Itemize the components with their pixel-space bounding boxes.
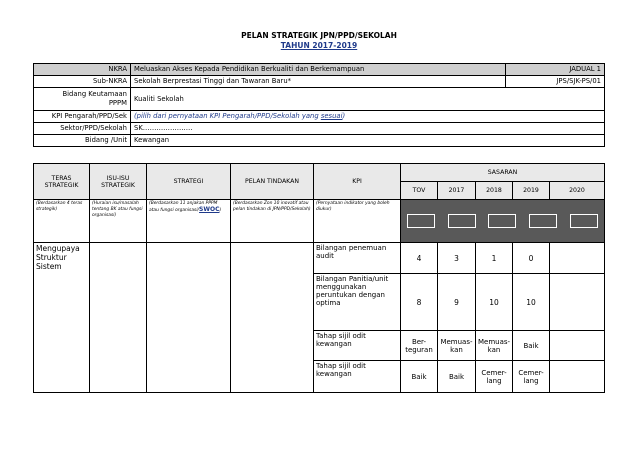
hint-isu: (Huraian isu/masalah tentang BK atau fungsi organisasi) <box>90 200 147 243</box>
nkra-label: NKRA <box>34 64 131 76</box>
form-code: JPS/SJK-PS/01 <box>506 76 605 88</box>
hint-strategi-suffix: ) <box>219 208 222 213</box>
value-2019: 10 <box>513 274 550 331</box>
value-tov: Baik <box>401 361 438 393</box>
year-header-2018: 2018 <box>476 182 513 200</box>
col-header-teras: TERAS STRATEGIK <box>34 164 90 200</box>
hint-strategi-text: (Berdasarkan 11 anjakan PPPM atau fungsi organisasi/ <box>149 201 218 213</box>
year-header-2019: 2019 <box>513 182 550 200</box>
value-2018: Memuas-kan <box>476 331 513 361</box>
sasaran-shaded-area <box>401 200 605 243</box>
bidang-value: Kualiti Sekolah <box>131 88 605 111</box>
kpi-value-prefix: (pilih dari pernyataan KPI Pengarah/PPD/Sekolah yang <box>134 112 321 120</box>
col-header-kpi: KPI <box>314 164 401 200</box>
subnkra-row <box>34 76 605 88</box>
page-title: PELAN STRATEGIK JPN/PPD/SEKOLAH <box>241 31 397 40</box>
sektor-row <box>34 123 605 135</box>
sasaran-box-2017 <box>448 214 476 228</box>
value-2020 <box>550 331 605 361</box>
kpi-cell: Bilangan Panitia/unit menggunakan peruntukan dengan optima <box>314 274 401 331</box>
col-header-strategi: STRATEGI <box>147 164 231 200</box>
bidang-label <box>34 88 131 111</box>
bidang-label-line1: Bidang Keutamaan <box>62 90 127 98</box>
hint-teras: (Berdasarkan 4 teras strategik) <box>34 200 90 243</box>
strategi-cell <box>147 243 231 393</box>
value-2017: 9 <box>438 274 476 331</box>
year-header-tov: TOV <box>401 182 438 200</box>
hint-row <box>34 200 605 243</box>
hint-pelan: (Berdasarkan Zon 10 inovatif atau pelan tindakan di JPN/PPD/Sekolah) <box>231 200 314 243</box>
value-2018: 1 <box>476 243 513 274</box>
pelan-cell <box>231 243 314 393</box>
value-2020 <box>550 243 605 274</box>
kpi-value <box>131 111 605 123</box>
value-2020 <box>550 274 605 331</box>
year-header-2017: 2017 <box>438 182 476 200</box>
bidang-row <box>34 88 605 111</box>
value-2018: Cemer-lang <box>476 361 513 393</box>
header-info-table <box>33 63 605 147</box>
data-row-1 <box>34 243 605 274</box>
value-2017: Baik <box>438 361 476 393</box>
jadual-label: JADUAL 1 <box>506 64 605 76</box>
year-header-2020: 2020 <box>550 182 605 200</box>
sasaran-box-2019 <box>529 214 557 228</box>
swoc-link: SWOC <box>199 206 220 213</box>
bidang-unit-value: Kewangan <box>131 135 605 147</box>
bidang-label-line2: PPPM <box>108 99 127 107</box>
sasaran-input-boxes <box>401 214 604 228</box>
sektor-label: Sektor/PPD/Sekolah <box>34 123 131 135</box>
teras-value: Mengupaya Struktur Sistem <box>34 243 90 393</box>
value-tov: 8 <box>401 274 438 331</box>
kpi-row <box>34 111 605 123</box>
subnkra-value: Sekolah Berprestasi Tinggi dan Tawaran Baru* <box>131 76 506 88</box>
value-tov: Ber-teguran <box>401 331 438 361</box>
kpi-label: KPI Pengarah/PPD/Sek <box>34 111 131 123</box>
sasaran-box-2018 <box>488 214 516 228</box>
value-tov: 4 <box>401 243 438 274</box>
bidang-unit-label: Bidang /Unit <box>34 135 131 147</box>
isu-cell <box>90 243 147 393</box>
page-subtitle: TAHUN 2017-2019 <box>280 41 358 50</box>
nkra-value: Meluaskan Akses Kepada Pendidikan Berkualiti dan Berkemampuan <box>131 64 506 76</box>
sasaran-box-2020 <box>570 214 598 228</box>
header-row-1 <box>34 164 605 182</box>
value-2019: Cemer-lang <box>513 361 550 393</box>
value-2020 <box>550 361 605 393</box>
kpi-value-suffix: ) <box>342 112 346 120</box>
sektor-value: SK…………………. <box>131 123 605 135</box>
kpi-value-link: sesuai <box>320 112 343 120</box>
sasaran-box-tov <box>407 214 435 228</box>
kpi-cell: Tahap sijil odit kewangan <box>314 361 401 393</box>
strategic-plan-table <box>33 163 605 393</box>
bidang-unit-row <box>34 135 605 147</box>
value-2017: Memuas-kan <box>438 331 476 361</box>
subnkra-label: Sub-NKRA <box>34 76 131 88</box>
value-2018: 10 <box>476 274 513 331</box>
col-header-sasaran: SASARAN <box>401 164 605 182</box>
nkra-row <box>34 64 605 76</box>
col-header-pelan: PELAN TINDAKAN <box>231 164 314 200</box>
value-2019: 0 <box>513 243 550 274</box>
hint-kpi: (Pernyataan indikator yang boleh diukur) <box>314 200 401 243</box>
kpi-cell: Bilangan penemuan audit <box>314 243 401 274</box>
value-2019: Baik <box>513 331 550 361</box>
value-2017: 3 <box>438 243 476 274</box>
hint-strategi <box>147 200 231 243</box>
col-header-isu: ISU-ISU STRATEGIK <box>90 164 147 200</box>
kpi-cell: Tahap sijil odit kewangan <box>314 331 401 361</box>
